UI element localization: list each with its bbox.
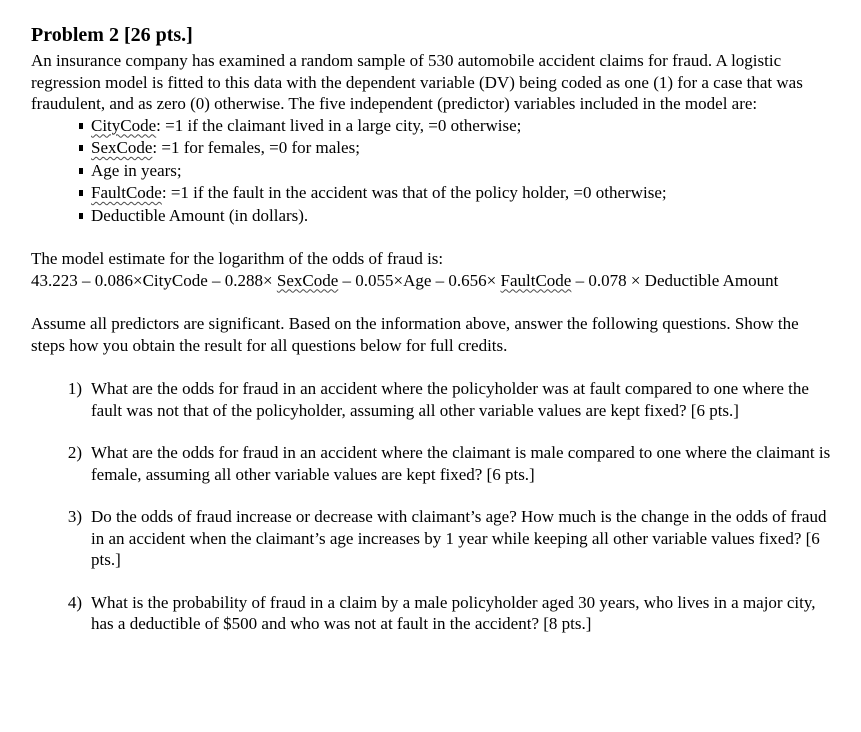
question-list [31, 378, 831, 635]
predictor-item-faultcode [79, 182, 831, 205]
problem-title: Problem 2 [26 pts.] [31, 24, 193, 46]
equation-faultcode: FaultCode [500, 270, 572, 290]
question-number: 4) [67, 592, 82, 612]
equation-sexcode: SexCode [276, 270, 339, 290]
predictor-name: CityCode [91, 115, 157, 135]
predictor-name: SexCode [91, 138, 153, 157]
question-text: Do the odds of fraud increase or decrease with claimant’s age? How much is the change in the odds of fraud in an accident when the claimant’s age increases by 1 year while keeping all other variable values fixed? [6 pts.] [91, 507, 827, 569]
question-item [31, 506, 831, 571]
question-item [31, 378, 831, 421]
predictor-description: Deductible Amount (in dollars). [91, 205, 309, 225]
predictor-name: FaultCode [91, 183, 162, 202]
intro-paragraph: An insurance company has examined a random sample of 530 automobile accident claims for fraud. A logistic regression model is fitted to this data with the dependent variable (DV) being coded as one (1) for a case that was fraudulent, and as zero (0) otherwise. The five independent (predictor) variables included in the model are: [31, 51, 803, 113]
equation-part: 43.223 – 0.086×CityCode – 0.288× [31, 270, 277, 290]
predictor-description: : =1 if the fault in the accident was that of the policy holder, =0 otherwise; [161, 183, 667, 202]
document [31, 22, 831, 656]
equation-part: – 0.078 × Deductible Amount [571, 270, 779, 290]
model-label: The model estimate for the logarithm of the odds of fraud is: [31, 249, 444, 268]
predictor-list [31, 115, 831, 228]
instructions-paragraph: Assume all predictors are significant. Based on the information above, answer the following questions. Show the steps how you obtain the result for all questions below for full credits. [31, 314, 799, 355]
model-equation [31, 270, 831, 292]
predictor-item-sexcode [79, 137, 831, 160]
question-item [31, 442, 831, 485]
question-text: What are the odds for fraud in an accident where the claimant is male compared to one where the claimant is female, assuming all other variable values are kept fixed? [6 pts.] [91, 443, 831, 484]
predictor-description: : =1 if the claimant lived in a large city, =0 otherwise; [156, 115, 522, 135]
question-text: What is the probability of fraud in a claim by a male policyholder aged 30 years, who lives in a major city, has a deductible of $500 and who was not at fault in the accident? [8 pts.] [91, 592, 816, 633]
question-text: What are the odds for fraud in an accident where the policyholder was at fault compared to one where the fault was not that of the policyholder, assuming all other variable values are kept fixed? [6 pts.] [91, 379, 809, 420]
question-number: 2) [67, 443, 82, 462]
predictor-item-deductible [79, 205, 831, 228]
question-item [31, 592, 831, 635]
question-number: 3) [67, 507, 82, 526]
question-number: 1) [67, 379, 82, 398]
predictor-item-age [79, 160, 831, 183]
equation-part: – 0.055×Age – 0.656× [338, 270, 501, 290]
predictor-description: : =1 for females, =0 for males; [152, 138, 360, 157]
predictor-description: Age in years; [91, 160, 182, 180]
predictor-item-citycode [79, 115, 831, 138]
